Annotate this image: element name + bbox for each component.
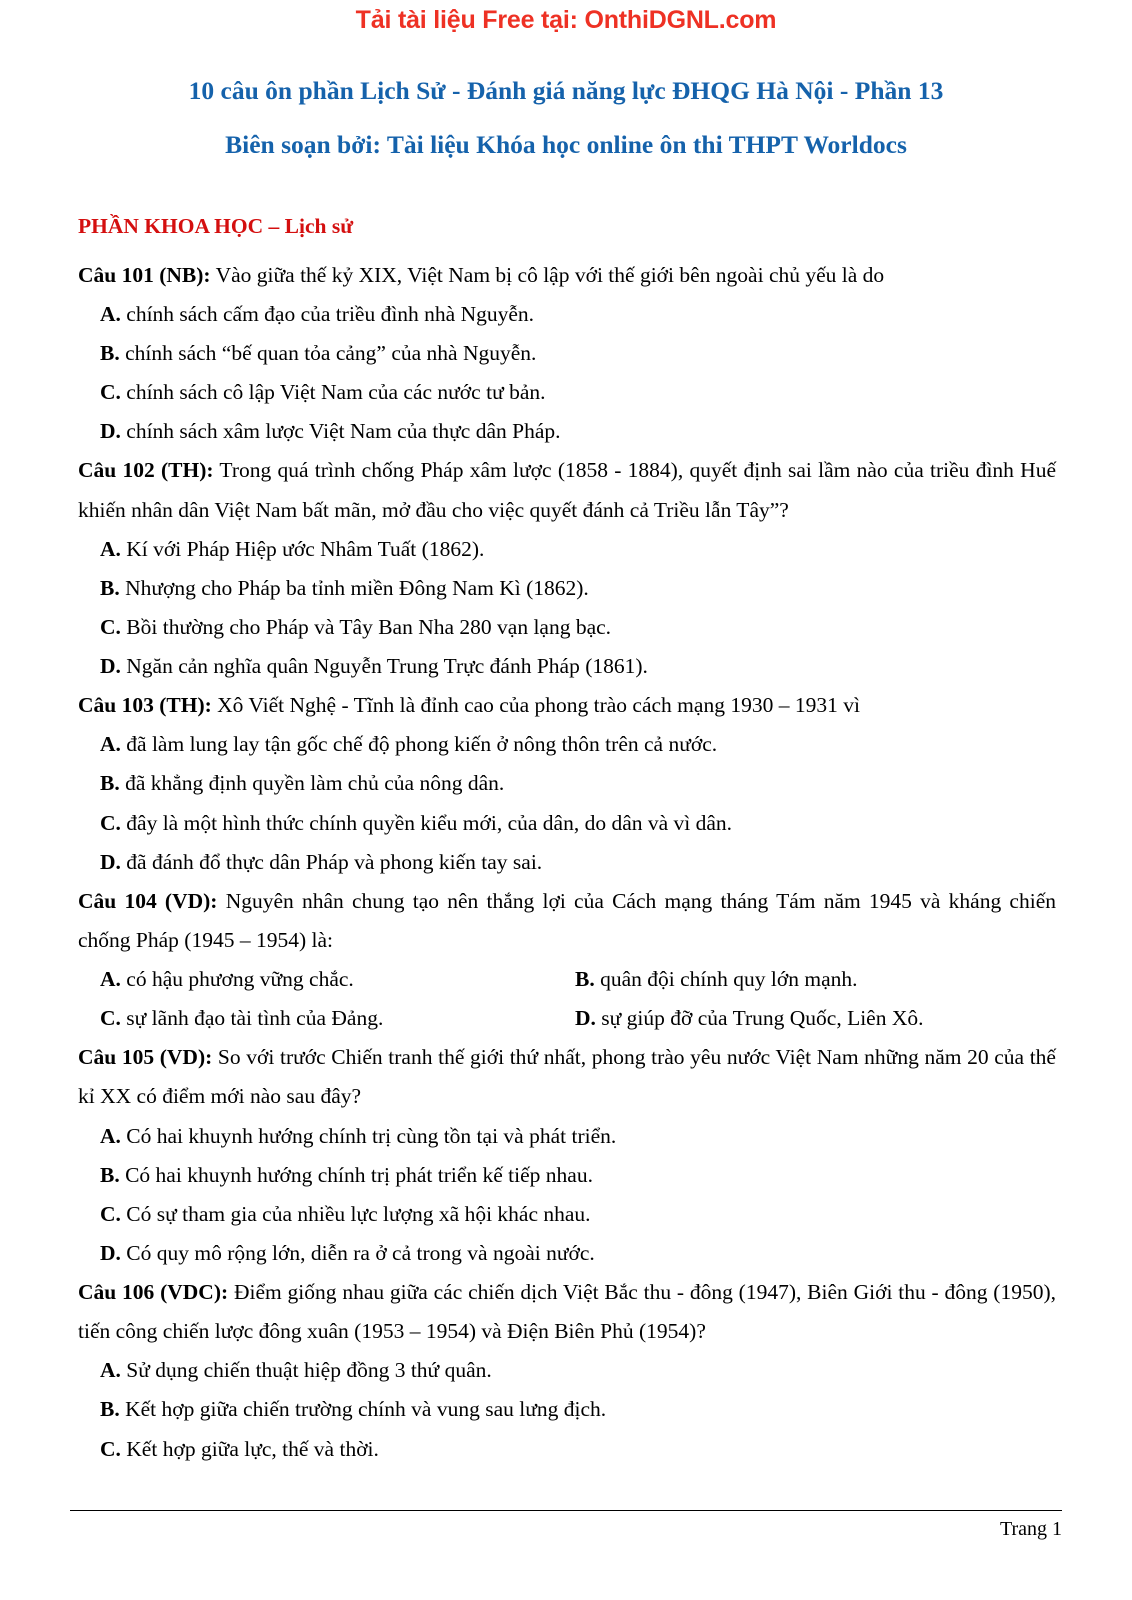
option-letter: C.: [100, 380, 121, 405]
question-stem: [78, 256, 1056, 295]
footer-divider: [70, 1510, 1062, 1511]
option-text: Có quy mô rộng lớn, diễn ra ở cả trong và ngoài nước.: [120, 1240, 595, 1265]
option-text: quân đội chính quy lớn mạnh.: [594, 967, 858, 992]
question-text: Vào giữa thế kỷ XIX, Việt Nam bị cô lập với thế giới bên ngoài chủ yếu là do: [210, 262, 885, 287]
question-label: Câu 104 (VD):: [78, 888, 218, 913]
question-text: Điểm giống nhau giữa các chiến dịch Việt Bắc thu - đông (1947), Biên Giới thu - đông (1950), tiến công chiến lược đông xuân (1953 – 1954) và Điện Biên Phủ (1954)?: [78, 1280, 1056, 1344]
option-text: đã làm lung lay tận gốc chế độ phong kiến ở nông thôn trên cả nước.: [120, 732, 718, 757]
option-a[interactable]: [78, 295, 1056, 334]
option-letter: D.: [100, 1240, 121, 1265]
question-label: Câu 106 (VDC):: [78, 1280, 229, 1305]
option-text: sự lãnh đạo tài tình của Đảng.: [120, 1006, 384, 1031]
option-d[interactable]: [78, 647, 1056, 686]
option-text: chính sách cô lập Việt Nam của các nước tư bản.: [120, 380, 546, 405]
option-text: sự giúp đỡ của Trung Quốc, Liên Xô.: [595, 1006, 924, 1031]
option-b[interactable]: [78, 334, 1056, 373]
option-c[interactable]: [78, 608, 1056, 647]
option-letter: C.: [100, 614, 121, 639]
question-stem: [78, 1273, 1056, 1351]
option-letter: C.: [100, 1201, 121, 1226]
option-letter: A.: [100, 301, 121, 326]
option-a[interactable]: [78, 1351, 1056, 1390]
page-subtitle: Biên soạn bởi: Tài liệu Khóa học online ôn thi THPT Worldocs: [225, 129, 907, 159]
option-d[interactable]: [78, 412, 1056, 451]
option-text: Sử dụng chiến thuật hiệp đồng 3 thứ quân.: [120, 1358, 492, 1383]
option-c[interactable]: [78, 373, 1056, 412]
option-text: Kí với Pháp Hiệp ước Nhâm Tuất (1862).: [120, 536, 485, 561]
question-text: Trong quá trình chống Pháp xâm lược (1858 - 1884), quyết định sai lầm nào của triều đình Huế khiến nhân dân Việt Nam bất mãn, mở đầu cho việc quyết đánh cả Triều lẫn Tây”?: [78, 458, 1056, 522]
option-d[interactable]: [565, 999, 1040, 1038]
option-letter: D.: [575, 1006, 596, 1031]
option-d[interactable]: [78, 843, 1056, 882]
option-letter: D.: [100, 419, 121, 444]
option-letter: D.: [100, 654, 121, 679]
option-a[interactable]: [78, 530, 1056, 569]
option-text: Ngăn cản nghĩa quân Nguyễn Trung Trực đánh Pháp (1861).: [120, 654, 648, 679]
option-letter: A.: [100, 1358, 121, 1383]
question-text: So với trước Chiến tranh thế giới thứ nhất, phong trào yêu nước Việt Nam những năm 20 của thế kỉ XX có điểm mới nào sau đây?: [78, 1045, 1056, 1109]
option-letter: A.: [100, 732, 121, 757]
option-letter: C.: [100, 1436, 121, 1461]
option-letter: B.: [575, 967, 595, 992]
option-c[interactable]: [78, 999, 565, 1038]
question-stem: [78, 451, 1056, 529]
question-text: Xô Viết Nghệ - Tĩnh là đỉnh cao của phong trào cách mạng 1930 – 1931 vì: [211, 693, 860, 718]
question-label: Câu 101 (NB):: [78, 262, 211, 287]
question-label: Câu 103 (TH):: [78, 693, 212, 718]
option-text: Có hai khuynh hướng chính trị cùng tồn tại và phát triển.: [120, 1123, 617, 1148]
question-stem: [78, 882, 1056, 960]
option-text: chính sách “bế quan tỏa cảng” của nhà Nguyễn.: [119, 341, 537, 366]
option-b[interactable]: [78, 569, 1056, 608]
option-text: Kết hợp giữa lực, thế và thời.: [120, 1436, 379, 1461]
option-b[interactable]: [78, 1156, 1056, 1195]
option-c[interactable]: [78, 1430, 1056, 1469]
option-letter: C.: [100, 1006, 121, 1031]
option-a[interactable]: [78, 1117, 1056, 1156]
option-c[interactable]: [78, 1195, 1056, 1234]
question-label: Câu 105 (VD):: [78, 1045, 213, 1070]
option-letter: C.: [100, 810, 121, 835]
option-letter: B.: [100, 341, 120, 366]
option-d[interactable]: [78, 1234, 1056, 1273]
option-text: đây là một hình thức chính quyền kiểu mới, của dân, do dân và vì dân.: [120, 810, 733, 835]
option-row: [78, 960, 1056, 999]
page-title: 10 câu ôn phần Lịch Sử - Đánh giá năng lực ĐHQG Hà Nội - Phần 13: [188, 76, 944, 105]
option-text: có hậu phương vững chắc.: [120, 967, 354, 992]
option-text: chính sách cấm đạo của triều đình nhà Nguyễn.: [120, 301, 535, 326]
document-body: [78, 214, 1056, 1469]
question-text: Nguyên nhân chung tạo nên thắng lợi của Cách mạng tháng Tám năm 1945 và kháng chiến chống Pháp (1945 – 1954) là:: [78, 888, 1056, 952]
option-letter: B.: [100, 1397, 120, 1422]
option-text: đã đánh đổ thực dân Pháp và phong kiến tay sai.: [120, 849, 543, 874]
question-block: [78, 686, 1056, 882]
option-b[interactable]: [78, 764, 1056, 803]
option-letter: A.: [100, 1123, 121, 1148]
question-block: [78, 1273, 1056, 1469]
question-block: [78, 256, 1056, 452]
option-letter: A.: [100, 967, 121, 992]
option-letter: A.: [100, 536, 121, 561]
option-a[interactable]: [78, 960, 565, 999]
option-text: Kết hợp giữa chiến trường chính và vung sau lưng địch.: [119, 1397, 607, 1422]
document-header: [0, 78, 1132, 159]
question-stem: [78, 686, 1056, 725]
option-text: Nhượng cho Pháp ba tỉnh miền Đông Nam Kì (1862).: [119, 575, 589, 600]
option-text: Có hai khuynh hướng chính trị phát triển kế tiếp nhau.: [119, 1162, 593, 1187]
option-letter: D.: [100, 849, 121, 874]
question-block: [78, 1038, 1056, 1273]
question-stem: [78, 1038, 1056, 1116]
question-label: Câu 102 (TH):: [78, 458, 214, 483]
option-a[interactable]: [78, 725, 1056, 764]
option-letter: B.: [100, 771, 120, 796]
option-b[interactable]: [78, 1390, 1056, 1429]
section-heading: PHẦN KHOA HỌC – Lịch sử: [78, 214, 354, 238]
question-block: [78, 451, 1056, 686]
page-number: Trang 1: [999, 1518, 1062, 1540]
option-text: Có sự tham gia của nhiều lực lượng xã hội khác nhau.: [120, 1201, 591, 1226]
option-letter: B.: [100, 575, 120, 600]
option-c[interactable]: [78, 804, 1056, 843]
option-row: [78, 999, 1056, 1038]
promo-banner: Tải tài liệu Free tại: OnthiDGNL.com: [355, 6, 777, 34]
option-text: chính sách xâm lược Việt Nam của thực dân Pháp.: [120, 419, 561, 444]
question-block: [78, 882, 1056, 1039]
option-letter: B.: [100, 1162, 120, 1187]
option-text: đã khẳng định quyền làm chủ của nông dân.: [119, 771, 505, 796]
option-text: Bồi thường cho Pháp và Tây Ban Nha 280 vạn lạng bạc.: [120, 614, 612, 639]
option-b[interactable]: [565, 960, 1040, 999]
